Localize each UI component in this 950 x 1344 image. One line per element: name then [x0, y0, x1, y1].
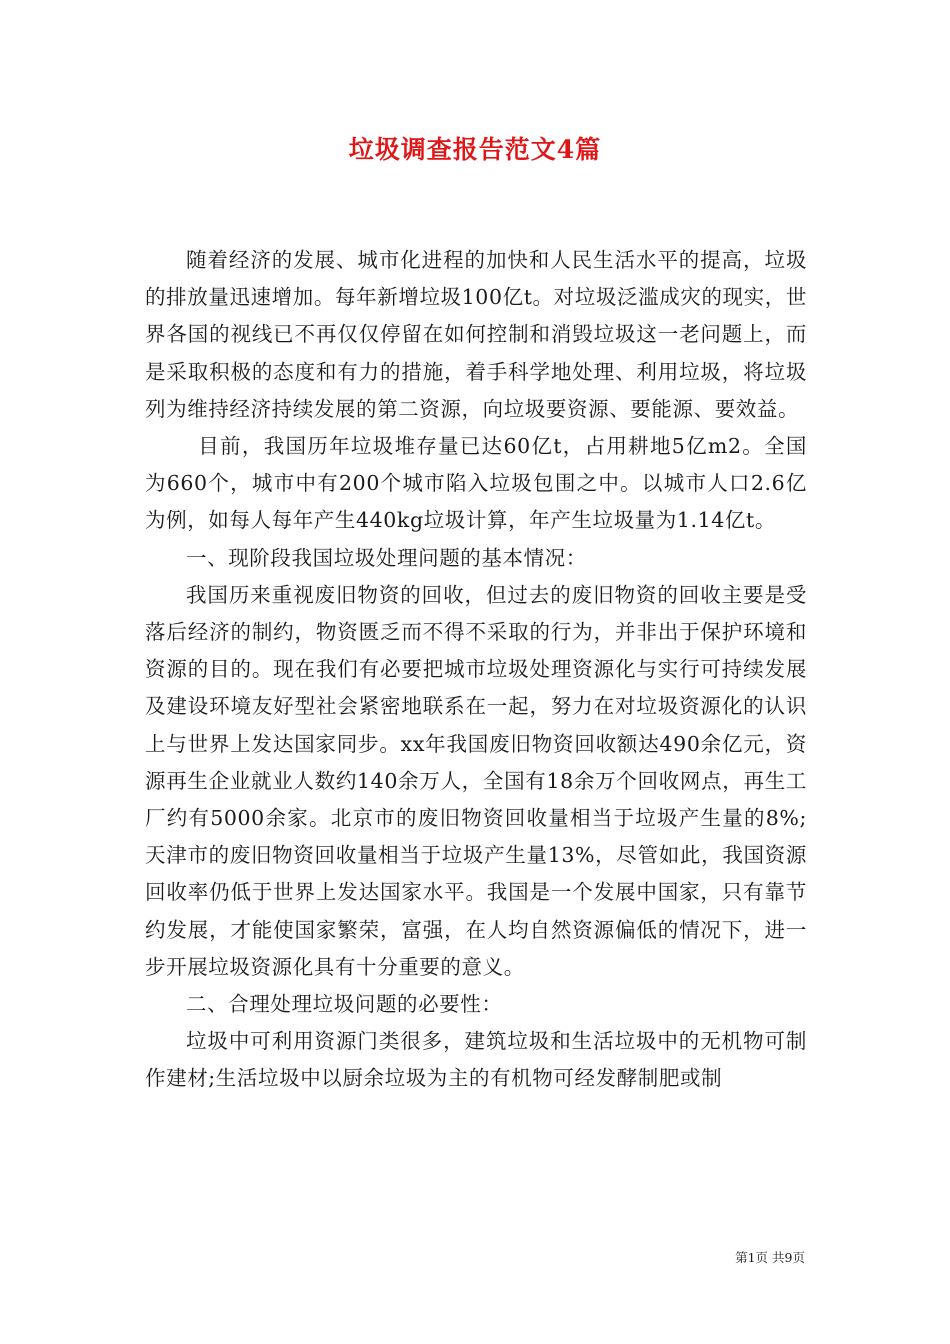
document-title: 垃圾调查报告范文4篇 [348, 135, 602, 164]
paragraph-current-status: 目前，我国历年垃圾堆存量已达60亿t，占用耕地5亿m2。全国为660个，城市中有200个城市陷入垃圾包围之中。以城市人口2.6亿为例，如每人每年产生440kg垃圾计算，年产生垃圾量为1.14亿t。 [145, 434, 807, 533]
paragraph-resources: 垃圾中可利用资源门类很多，建筑垃圾和生活垃圾中的无机物可制作建材;生活垃圾中以厨余垃圾为主的有机物可经发酵制肥或制 [145, 1029, 807, 1091]
document-body [145, 242, 807, 1098]
paragraph-basic-situation: 我国历来重视废旧物资的回收，但过去的废旧物资的回收主要是受落后经济的制约，物资匮乏而不得不采取的行为，并非出于保护环境和资源的目的。现在我们有必要把城市垃圾处理资源化与实行可持续发展及建设环境友好型社会紧密地联系在一起，努力在对垃圾资源化的认识上与世界上发达国家同步。xx年我国废旧物资回收额达490余亿元，资源再生企业就业人数约140余万人，全国有18余万个回收网点，再生工厂约有5000余家。北京市的废旧物资回收量相当于垃圾产生量的8%;天津市的废旧物资回收量相当于垃圾产生量13%，尽管如此，我国资源回收率仍低于世界上发达国家水平。我国是一个发展中国家，只有靠节约发展，才能使国家繁荣，富强，在人均自然资源偏低的情况下，进一步开展垃圾资源化具有十分重要的意义。 [145, 582, 807, 979]
paragraph-intro: 随着经济的发展、城市化进程的加快和人民生活水平的提高，垃圾的排放量迅速增加。每年新增垃圾100亿t。对垃圾泛滥成灾的现实，世界各国的视线已不再仅仅停留在如何控制和消毁垃圾这一老问题上，而是采取积极的态度和有力的措施，着手科学地处理、利用垃圾，将垃圾列为维持经济持续发展的第二资源，向垃圾要资源、要能源、要效益。 [145, 248, 807, 421]
section-heading-2: 二、合理处理垃圾问题的必要性： [186, 992, 503, 1017]
section-heading-1: 一、现阶段我国垃圾处理问题的基本情况： [186, 545, 587, 570]
page-number-footer: 第1页 共9页 [735, 1250, 805, 1265]
